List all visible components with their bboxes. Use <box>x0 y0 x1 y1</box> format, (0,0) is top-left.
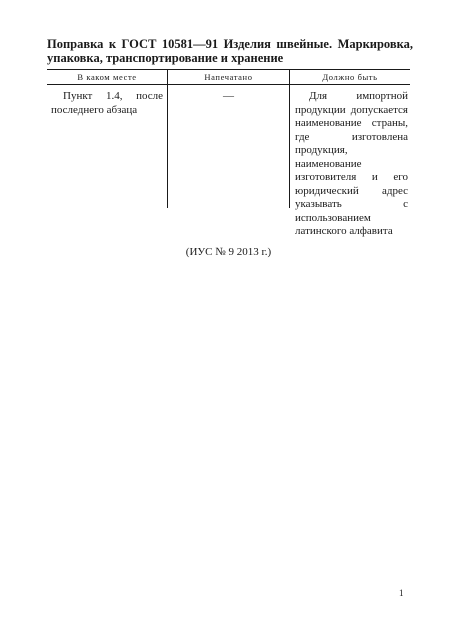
cell-should-be: Для импортной продукции допускается наименование страны, где изготовлена продукция, наименование изготовителя и его юридический адрес указывать с использованием латинского алфавита <box>289 85 410 208</box>
cell-printed: — <box>167 85 289 208</box>
header-should-be: Должно быть <box>289 70 410 84</box>
header-location: В каком месте <box>77 72 137 82</box>
cell-location <box>47 85 167 208</box>
cell-location-line1: Пункт 1.4, после <box>63 90 163 102</box>
cell-location-line2: последнего абзаца <box>51 103 138 116</box>
page-number: 1 <box>399 588 404 598</box>
source-note: (ИУС № 9 2013 г.) <box>185 246 272 258</box>
document-heading: Поправка к ГОСТ 10581—91 Изделия швейные. Маркировка, упаковка, транспортирование и хранение <box>47 37 413 65</box>
header-printed: Напечатано <box>167 70 289 84</box>
table-header-row <box>47 70 410 85</box>
table-row <box>47 85 410 237</box>
correction-table <box>47 69 410 237</box>
